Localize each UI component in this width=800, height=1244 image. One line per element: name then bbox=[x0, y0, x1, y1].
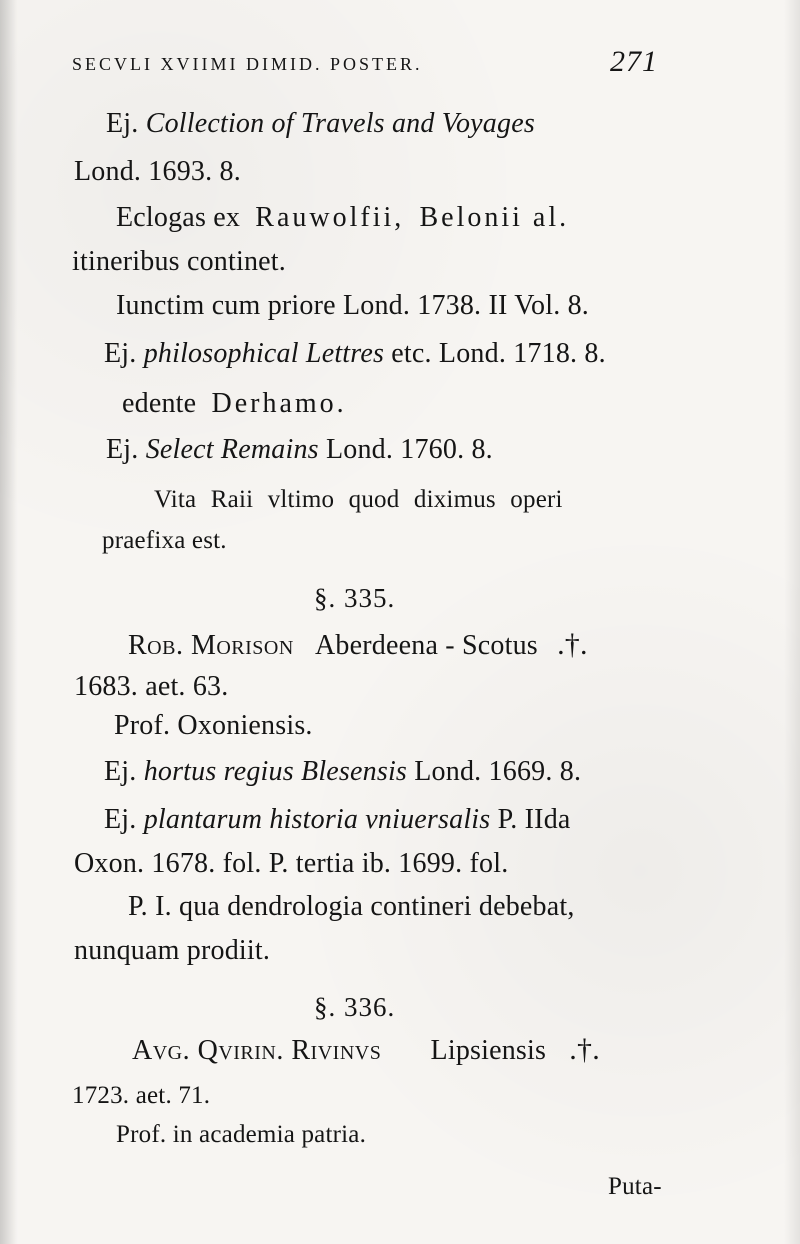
entry-line-4: itineribus continet. bbox=[72, 246, 286, 277]
entry-line-8 bbox=[106, 436, 493, 464]
death-mark-icon: .†. bbox=[557, 628, 588, 661]
entry-line-20: 1723. aet. 71. bbox=[72, 1082, 211, 1109]
page-number: 271 bbox=[610, 45, 658, 78]
entry-suffix: etc. Lond. 1718. 8. bbox=[391, 338, 606, 369]
entry-line-15 bbox=[104, 806, 571, 834]
author-origin: Aberdeena - Scotus bbox=[315, 630, 538, 661]
entry-line-19 bbox=[132, 1035, 600, 1065]
text-fragment: edente bbox=[122, 388, 197, 419]
author-name: Rob. Morison bbox=[128, 630, 294, 661]
entry-line-1 bbox=[106, 110, 535, 138]
entry-line-11 bbox=[128, 630, 588, 660]
author-name: Derhamo. bbox=[211, 388, 347, 419]
entry-suffix: Lond. 1760. 8. bbox=[325, 434, 493, 465]
entry-line-14 bbox=[104, 758, 581, 786]
entry-prefix: Ej. bbox=[104, 804, 137, 835]
entry-prefix: Ej. bbox=[104, 338, 137, 369]
work-title: Select Remains bbox=[145, 434, 319, 465]
entry-line-7 bbox=[122, 390, 347, 418]
catchword: Puta- bbox=[608, 1173, 662, 1200]
author-name: Belonii al. bbox=[419, 202, 570, 233]
note-line-1: Vita Raii vltimo quod diximus operi bbox=[154, 486, 563, 513]
entry-prefix: Ej. bbox=[106, 108, 139, 139]
entry-line-2: Lond. 1693. 8. bbox=[74, 156, 241, 187]
entry-line-6 bbox=[104, 340, 606, 368]
work-title: philosophical Lettres bbox=[143, 338, 385, 369]
running-head: SECVLI XVIIMI DIMID. POSTER. bbox=[72, 54, 423, 74]
work-title: plantarum historia vniuersalis bbox=[143, 804, 491, 835]
entry-prefix: Ej. bbox=[106, 434, 139, 465]
death-mark-icon: .†. bbox=[569, 1033, 600, 1066]
entry-suffix: Lond. 1669. 8. bbox=[414, 756, 582, 787]
entry-line-16: Oxon. 1678. fol. P. tertia ib. 1699. fol. bbox=[74, 848, 509, 879]
entry-line-21: Prof. in academia patria. bbox=[116, 1121, 367, 1148]
entry-line-3 bbox=[116, 204, 569, 232]
entry-suffix: P. IIda bbox=[497, 804, 571, 835]
work-title: Collection of Travels and Voyages bbox=[145, 108, 535, 139]
entry-line-18: nunquam prodiit. bbox=[74, 935, 271, 966]
author-origin: Lipsiensis bbox=[430, 1035, 547, 1066]
entry-line-5: Iunctim cum priore Lond. 1738. II Vol. 8. bbox=[116, 290, 589, 321]
entry-prefix: Ej. bbox=[104, 756, 137, 787]
entry-line-12: 1683. aet. 63. bbox=[74, 671, 229, 702]
entry-line-13: Prof. Oxoniensis. bbox=[114, 710, 313, 741]
text-fragment: Eclogas ex bbox=[116, 202, 241, 233]
work-title: hortus regius Blesensis bbox=[143, 756, 408, 787]
section-335-heading: §. 335. bbox=[314, 583, 396, 613]
gutter-shadow bbox=[0, 0, 18, 1244]
author-name: Rauwolfii, bbox=[255, 202, 405, 233]
section-336-heading: §. 336. bbox=[314, 992, 396, 1022]
note-line-2: praefixa est. bbox=[102, 527, 227, 554]
author-name: Avg. Qvirin. Rivinvs bbox=[132, 1035, 382, 1066]
entry-line-17: P. I. qua dendrologia contineri debebat, bbox=[128, 891, 575, 922]
